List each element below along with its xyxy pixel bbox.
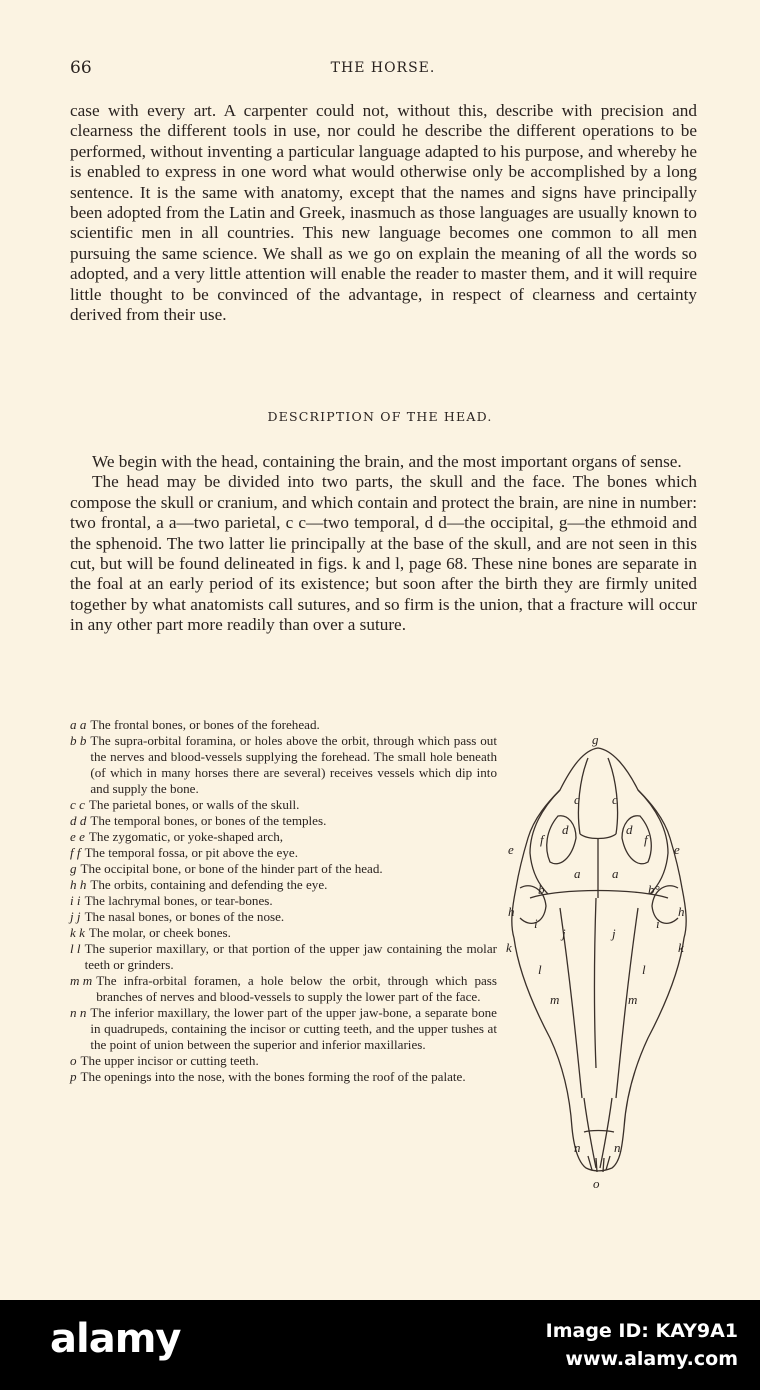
figure-label-o: o: [593, 1176, 600, 1191]
legend-item: [70, 1053, 497, 1069]
figure-label-j-left: j: [562, 926, 566, 941]
legend-key: f f: [70, 845, 81, 860]
legend-key: a a: [70, 717, 87, 732]
legend-text: The temporal fossa, or pit above the eye.: [84, 845, 298, 860]
figure-label-h-right: h: [678, 904, 685, 919]
alamy-logo: alamy: [50, 1316, 181, 1362]
body-paragraph-1: We begin with the head, containing the brain, and the most important organs of sense.: [92, 452, 682, 471]
figure-label-c-right: c: [612, 792, 618, 807]
figure-label-a-right: a: [612, 866, 619, 881]
legend-key: p: [70, 1069, 77, 1084]
legend-text: The superior maxillary, or that portion of the upper jaw containing the molar teeth or grinders.: [84, 941, 497, 972]
legend-item: [70, 925, 497, 941]
figure-label-b-right: b°: [648, 882, 660, 897]
figure-label-n-left: n: [574, 1140, 581, 1155]
figure-label-c-left: c: [574, 792, 580, 807]
legend-text: The temporal bones, or bones of the temples.: [90, 813, 327, 828]
figure-label-j-right: j: [612, 926, 616, 941]
legend-key: h h: [70, 877, 87, 892]
legend-text: The nasal bones, or bones of the nose.: [84, 909, 285, 924]
image-id: Image ID: KAY9A1: [545, 1320, 738, 1342]
figure-label-h-left: h: [508, 904, 515, 919]
legend-key: g: [70, 861, 77, 876]
figure-label-b-left: b: [538, 882, 545, 897]
section-heading: DESCRIPTION OF THE HEAD.: [267, 409, 493, 424]
legend-text: The supra-orbital foramina, or holes above the orbit, through which pass out the nerves and blood-vessels supplying the forehead. The small hole beneath (of which in many horses there are several) receives vessels which dip into and supply the bone.: [90, 733, 497, 796]
legend-text: The parietal bones, or walls of the skull.: [88, 797, 300, 812]
intro-paragraph: [70, 101, 697, 325]
legend-key: m m: [70, 973, 93, 988]
legend-key: o: [70, 1053, 77, 1068]
figure-legend: [70, 717, 497, 1085]
legend-item: [70, 717, 497, 733]
intro-text: case with every art. A carpenter could not, without this, describe with precision and clearness the different tools in use, nor could he describe the different operations to be performed, without inventing a particular language adapted to his purpose, and whereby he is enabled to express in one word what would otherwise only be accomplished by a long sentence. It is the same with anatomy, except that the names and signs have principally been adopted from the Latin and Greek, inasmuch as those languages are usually known to scientific men in all countries. This new language becomes one common to all men pursuing the same science. We shall as we go on explain the meaning of all the words so adopted, and a very little attention will enable the reader to master them, and it will require little thought to be convinced of the advantage, in respect of clearness and certainty derived from their use.: [70, 101, 697, 325]
figure-label-n-right: n: [614, 1140, 621, 1155]
legend-text: The infra-orbital foramen, a hole below the orbit, through which pass branches of nerves and blood-vessels to supply the lower part of the face.: [96, 973, 497, 1004]
legend-text: The orbits, containing and defending the eye.: [90, 877, 328, 892]
legend-item: [70, 1069, 497, 1085]
legend-key: d d: [70, 813, 87, 828]
legend-item: [70, 973, 497, 1005]
legend-item: [70, 845, 497, 861]
figure-label-d-left: d: [562, 822, 569, 837]
legend-text: The occipital bone, or bone of the hinder part of the head.: [80, 861, 383, 876]
site-url: www.alamy.com: [565, 1348, 738, 1370]
figure-label-f-left: f: [540, 832, 544, 847]
legend-text: The molar, or cheek bones.: [88, 925, 231, 940]
legend-item: [70, 813, 497, 829]
legend-text: The zygomatic, or yoke-shaped arch,: [88, 829, 284, 844]
legend-item: [70, 797, 497, 813]
legend-key: e e: [70, 829, 85, 844]
page-number: 66: [70, 58, 92, 78]
legend-item: [70, 861, 497, 877]
legend-key: j j: [70, 909, 81, 924]
horse-skull-figure: [500, 738, 700, 1193]
legend-item: [70, 733, 497, 797]
legend-text: The upper incisor or cutting teeth.: [80, 1053, 259, 1068]
figure-label-e-left: e: [508, 842, 514, 857]
figure-label-a-left: a: [574, 866, 581, 881]
legend-item: [70, 909, 497, 925]
figure-label-l-left: l: [538, 962, 542, 977]
watermark-bar: [0, 1300, 760, 1390]
legend-text: The frontal bones, or bones of the forehead.: [90, 717, 320, 732]
legend-key: i i: [70, 893, 81, 908]
body-paragraph-2: The head may be divided into two parts, the skull and the face. The bones which compose the skull or cranium, and which contain and protect the brain, are nine in number: two frontal, a a—two parietal, c c—two temporal, d d—the occipital, g—the ethmoid and the sphenoid. The two latter lie principally at the base of the skull, and are not seen in this cut, but will be found delineated in figs. k and l, page 68. These nine bones are separate in the foal at an early period of its existence; but soon after the birth they are firmly united together by what anatomists call sutures, and so firm is the union, that a fracture will occur in any other part more readily than over a suture.: [70, 472, 697, 635]
legend-key: b b: [70, 733, 87, 748]
legend-key: l l: [70, 941, 81, 956]
legend-key: n n: [70, 1005, 87, 1020]
legend-item: [70, 877, 497, 893]
legend-item: [70, 829, 497, 845]
figure-label-f-right: f: [644, 832, 648, 847]
legend-text: The openings into the nose, with the bones forming the roof of the palate.: [80, 1069, 466, 1084]
running-title: THE HORSE.: [330, 60, 436, 76]
figure-label-i-right: i: [656, 916, 660, 931]
page-header: [70, 58, 696, 80]
figure-label-i-left: i: [534, 916, 538, 931]
legend-text: The inferior maxillary, the lower part of the upper jaw-bone, a separate bone in quadrupeds, containing the incisor or cutting teeth, and the upper tushes at the point of union between the superior and inferior maxillaries.: [90, 1005, 497, 1052]
figure-label-m-right: m: [628, 992, 638, 1007]
figure-label-e-right: e: [674, 842, 680, 857]
figure-label-k-right: k: [678, 940, 684, 955]
figure-label-m-left: m: [550, 992, 560, 1007]
legend-text: The lachrymal bones, or tear-bones.: [84, 893, 273, 908]
figure-label-d-right: d: [626, 822, 633, 837]
legend-item: [70, 893, 497, 909]
legend-item: [70, 941, 497, 973]
legend-key: k k: [70, 925, 85, 940]
legend-key: c c: [70, 797, 85, 812]
figure-label-l-right: l: [642, 962, 646, 977]
legend-item: [70, 1005, 497, 1053]
body-text: [70, 452, 697, 636]
figure-label-g: g: [592, 738, 599, 747]
figure-label-k-left: k: [506, 940, 512, 955]
